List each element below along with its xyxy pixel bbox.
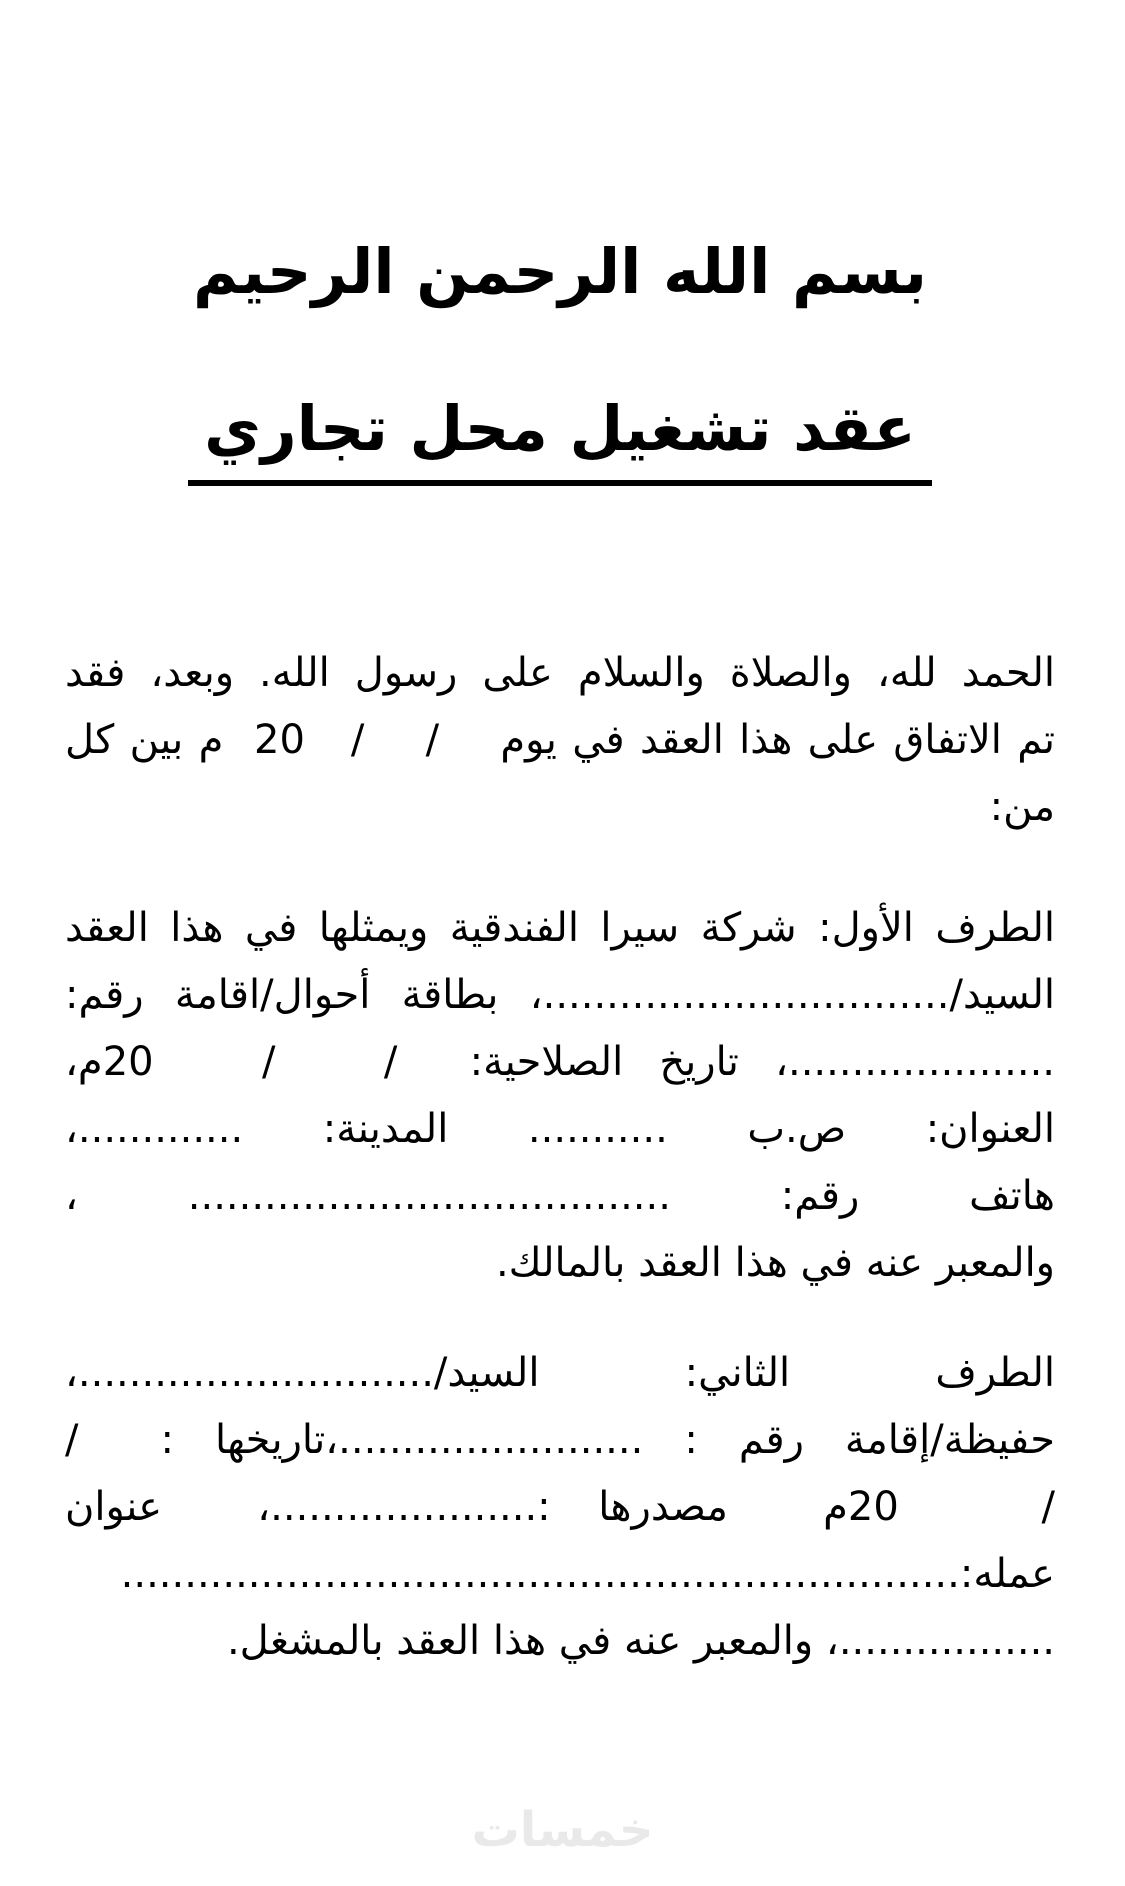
party-one-line-1: الطرف الأول: شركة سيرا الفندقية ويمثلها في هذا العقد [65,905,1055,951]
party-one-line-3: .....................، تاريخ الصلاحية: / / 20م، [65,1039,1055,1085]
contract-title-text: عقد تشغيل محل تجاري [188,390,932,486]
khamsat-watermark: خمسات [471,1802,654,1858]
party-two-line-5: .................، والمعبر عنه في هذا العقد بالمشغل. [226,1618,1055,1664]
contract-title [65,390,1055,486]
bismillah-heading: بسم الله الرحمن الرحيم [192,235,928,308]
intro-paragraph [65,640,1055,841]
party-two-paragraph [65,1340,1055,1675]
party-two-line-1: الطرف الثاني: السيد/............................، [65,1350,1055,1396]
party-one-line-6: والمعبر عنه في هذا العقد بالمالك. [495,1240,1055,1286]
intro-line-3: من: [989,784,1055,830]
party-one-line-4: العنوان: ص.ب ........... المدينة: .............، [65,1106,1055,1152]
party-two-line-2: حفيظة/إقامة رقم : ........................،تاريخها : / [65,1417,1055,1463]
party-two-line-3: / 20م مصدرها :.....................، عنوان [65,1484,1055,1530]
party-one-line-5: هاتف رقم: ...................................... ، [65,1173,1055,1219]
party-one-line-2: السيد/................................، بطاقة أحوال/اقامة رقم: [65,972,1055,1018]
intro-line-2: تم الاتفاق على هذا العقد في يوم / / 20 م بين كل [65,717,1055,763]
party-two-line-4: عمله:.................................................................. [120,1551,1055,1597]
intro-line-1: الحمد لله، والصلاة والسلام على رسول الله. وبعد، فقد [65,650,1055,696]
party-one-paragraph [65,895,1055,1297]
